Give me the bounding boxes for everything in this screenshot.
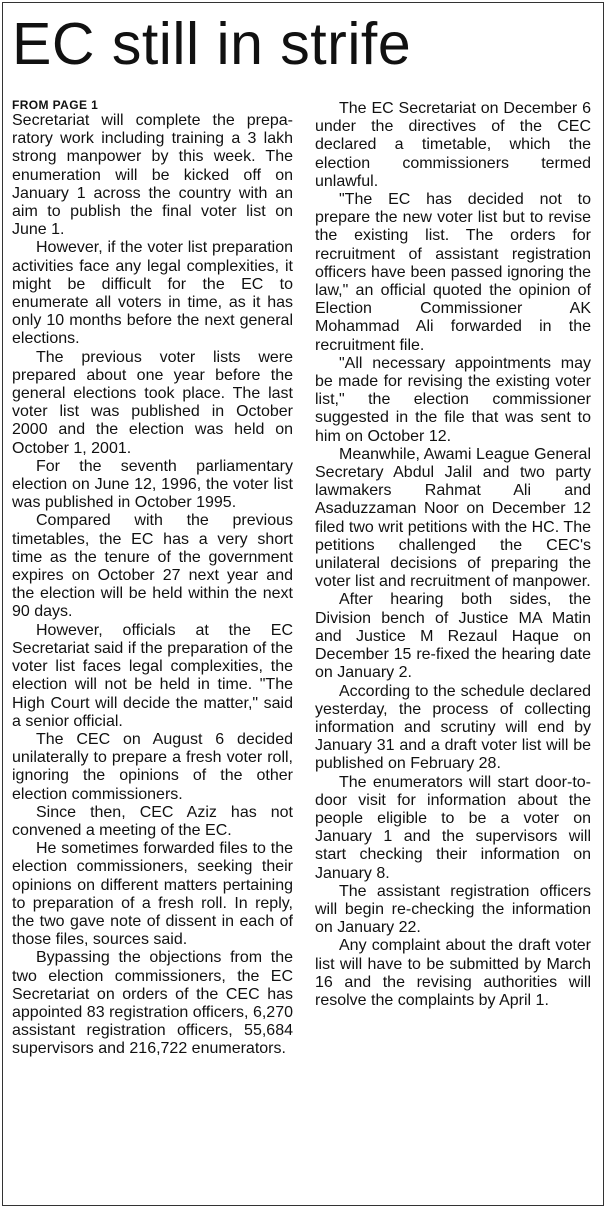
paragraph: "All necessary appointments may be made for revising the existing voter list," the election commissioner suggested in the file that was sent to him on October 12. — [315, 354, 591, 445]
paragraph: However, if the voter list preparation activities face any legal complexities, it might be difficult for the EC to enumerate all voters in time, as it has only 10 months before the next general elections. — [12, 239, 293, 348]
paragraph: Bypassing the objections from the two election commissioners, the EC Secretariat on orders of the CEC has appointed 83 registration officers, 6,270 assistant registration officers, 55,684 supervisors and 216,722 enumerators. — [12, 949, 293, 1058]
paragraph: Since then, CEC Aziz has not convened a meeting of the EC. — [12, 803, 293, 839]
paragraph: For the seventh parliamentary election on June 12, 1996, the voter list was published in October 1995. — [12, 457, 293, 512]
paragraph: Secretariat will complete the preparatory work including training a 3 lakh strong manpower by this week. The enumeration will be kicked off on January 1 across the country with an aim to publish the final voter list on June 1. — [12, 112, 293, 239]
paragraph: Any complaint about the draft voter list will have to be submitted by March 16 and the revising authorities will resolve the complaints by April 1. — [315, 937, 591, 1009]
paragraph: The EC Secretariat on December 6 under the directives of the CEC declared a timetable, which the election commissioners termed unlawful. — [315, 100, 591, 190]
article-column-left — [12, 98, 293, 1059]
paragraph: "The EC has decided not to prepare the new voter list but to revise the existing list. The orders for recruitment of assistant registration officers have been passed ignoring the law," an official quoted the opinion of Election Commissioner AK Mohammad Ali forwarded in the recruitment file. — [315, 191, 591, 354]
paragraph: The assistant registration officers will begin re-checking the information on January 22. — [315, 882, 591, 937]
paragraph: The previous voter lists were prepared about one year before the general elections took place. The last voter list was published in October 2000 and the election was held on October 1, 2001. — [12, 348, 293, 457]
paragraph: The enumerators will start door-to-door visit for information about the people eligible to be a voter on January 1 and the supervisors will start checking their information on January 8. — [315, 773, 591, 882]
continued-from-label: FROM PAGE 1 — [12, 98, 99, 112]
paragraph: Compared with the previous timetables, the EC has a very short time as the tenure of the government expires on October 27 next year and the election will be held within the next 90 days. — [12, 512, 293, 621]
paragraph: The CEC on August 6 decided unilaterally to prepare a fresh voter roll, ignoring the opinions of the other election commissioners. — [12, 730, 293, 803]
paragraph: However, officials at the EC Secretariat said if the preparation of the voter list faces legal complexities, the election will not be held in time. "The High Court will decide the matter," said a senior official. — [12, 621, 293, 730]
paragraph: According to the schedule declared yesterday, the process of collecting information and scrutiny will end by January 31 and a draft voter list will be published on February 28. — [315, 682, 591, 773]
headline: EC still in strife — [12, 11, 412, 77]
article-column-right — [315, 100, 591, 1010]
paragraph: He sometimes forwarded files to the election commissioners, seeking their opinions on different matters pertaining to preparation of a fresh roll. In reply, the two gave note of dissent in each of those files, sources said. — [12, 840, 293, 949]
paragraph: After hearing both sides, the Division bench of Justice MA Matin and Justice M Rezaul Haque on December 15 re-fixed the hearing date on January 2. — [315, 591, 591, 682]
paragraph: Meanwhile, Awami League General Secretary Abdul Jalil and two party lawmakers Rahmat Ali and Asaduzzaman Noor on December 12 filed two writ petitions with the HC. The petitions challenged the CEC's unilateral decisions of preparing the voter list and recruitment of manpower. — [315, 445, 591, 591]
